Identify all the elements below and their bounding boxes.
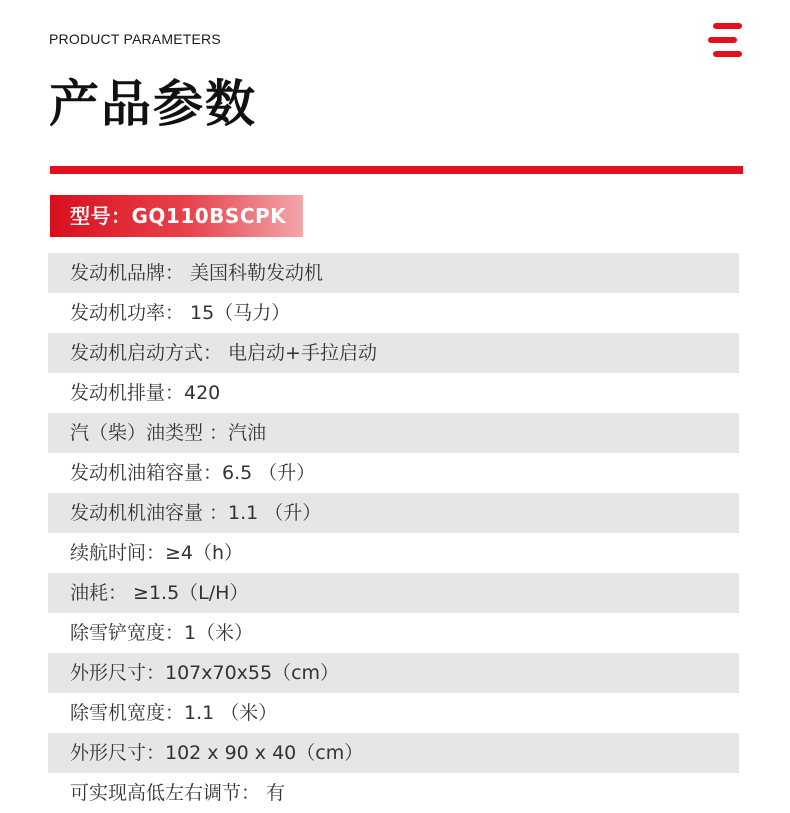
spec-row-fuel-tank: 发动机油箱容量：6.5 （升） xyxy=(48,453,739,493)
spec-row-engine-power: 发动机功率： 15（马力） xyxy=(48,293,739,333)
spec-row-adjustment: 可实现高低左右调节： 有 xyxy=(48,773,739,813)
page-title: 产品参数 xyxy=(49,75,257,133)
spec-row-fuel-consumption: 油耗： ≥1.5（L/H） xyxy=(48,573,739,613)
spec-row-dimensions-2: 外形尺寸：102 x 90 x 40（cm） xyxy=(48,733,739,773)
spec-row-runtime: 续航时间：≥4（h） xyxy=(48,533,739,573)
menu-line xyxy=(708,37,737,43)
title-divider xyxy=(50,166,743,174)
menu-line xyxy=(713,23,742,29)
spec-row-machine-width: 除雪机宽度：1.1 （米） xyxy=(48,693,739,733)
spec-row-dimensions-1: 外形尺寸：107x70x55（cm） xyxy=(48,653,739,693)
page-subtitle-en: PRODUCT PARAMETERS xyxy=(49,31,221,47)
spec-row-shovel-width: 除雪铲宽度：1（米） xyxy=(48,613,739,653)
model-badge: 型号：GQ110BSCPK xyxy=(50,195,303,237)
spec-list xyxy=(48,253,739,813)
menu-line xyxy=(713,51,742,57)
spec-row-engine-brand: 发动机品牌： 美国科勒发动机 xyxy=(48,253,739,293)
spec-row-start-method: 发动机启动方式： 电启动+手拉启动 xyxy=(48,333,739,373)
spec-row-oil-capacity: 发动机机油容量 ：1.1 （升） xyxy=(48,493,739,533)
spec-row-fuel-type: 汽（柴）油类型 ：汽油 xyxy=(48,413,739,453)
hamburger-menu-icon[interactable] xyxy=(708,23,743,58)
spec-row-displacement: 发动机排量：420 xyxy=(48,373,739,413)
